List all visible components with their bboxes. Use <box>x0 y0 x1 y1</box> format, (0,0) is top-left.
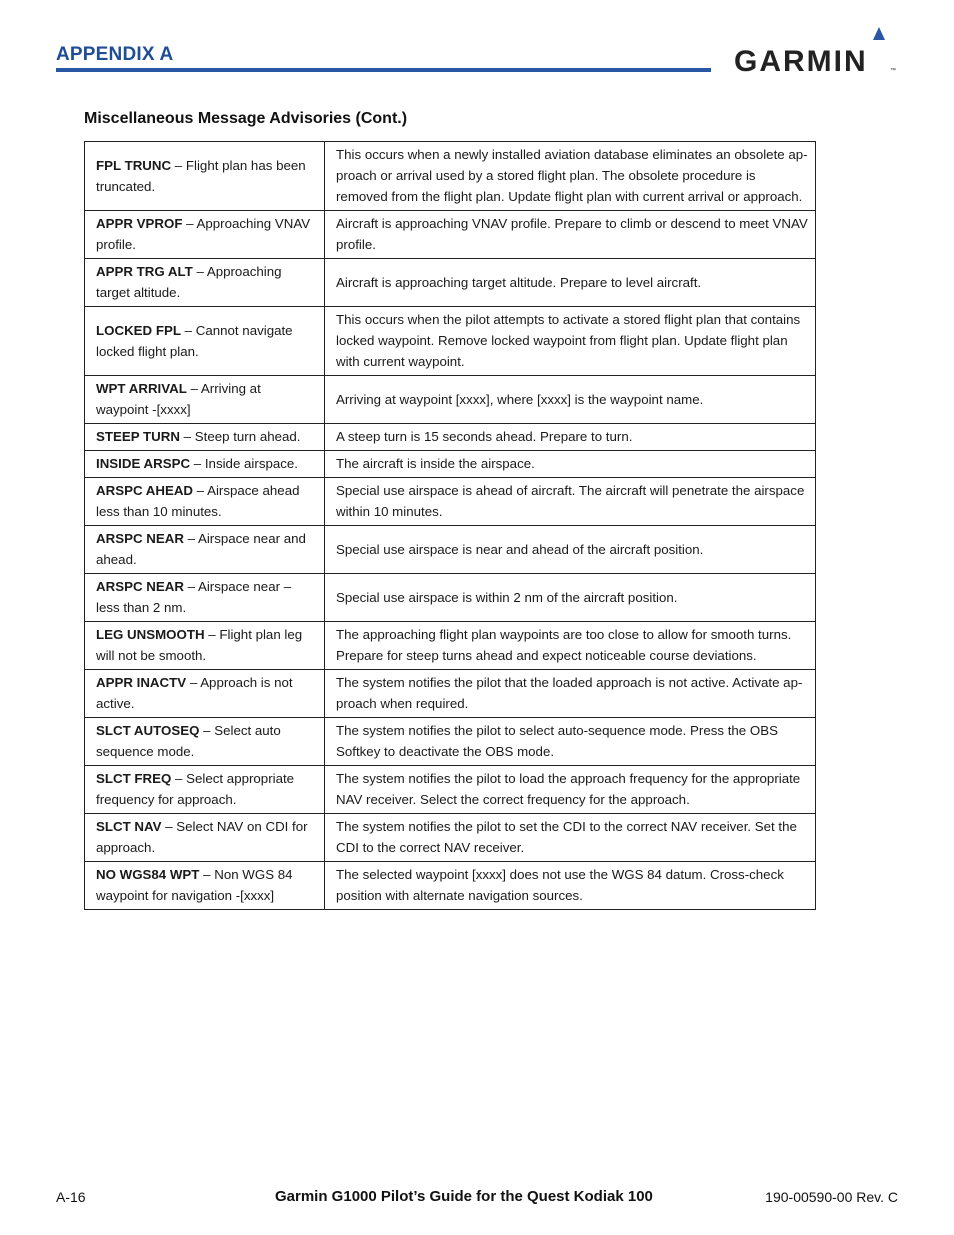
message-cell <box>85 307 325 376</box>
message-cell <box>85 478 325 526</box>
message-code: SLCT FREQ <box>96 771 172 786</box>
garmin-logo <box>734 26 898 76</box>
message-code: SLCT AUTOSEQ <box>96 723 200 738</box>
table-row <box>85 307 816 376</box>
message-cell <box>85 862 325 910</box>
description-cell: The system notifies the pilot that the loaded approach is not active. Activate ap-proach when required. <box>325 670 816 718</box>
message-label: – Flight plan has been truncated. <box>96 157 306 194</box>
message-code: ARSPC NEAR <box>96 531 184 546</box>
message-code: STEEP TURN <box>96 429 180 444</box>
message-code: ARSPC NEAR <box>96 579 184 594</box>
table-row <box>85 451 816 478</box>
message-cell <box>85 424 325 451</box>
table-row <box>85 478 816 526</box>
message-cell <box>85 259 325 307</box>
table-row <box>85 862 816 910</box>
message-code: APPR TRG ALT <box>96 264 193 279</box>
message-code: LOCKED FPL <box>96 322 181 338</box>
description-cell: The system notifies the pilot to load the approach frequency for the appropriate NAV receiver. Select the correct frequency for the approach. <box>325 766 816 814</box>
message-label: – Airspace near – less than 2 nm. <box>96 579 292 615</box>
message-cell <box>85 451 325 478</box>
table-row <box>85 766 816 814</box>
message-code: FPL TRUNC <box>96 157 172 173</box>
table-row <box>85 718 816 766</box>
description-cell: Aircraft is approaching target altitude. Prepare to level aircraft. <box>325 259 816 307</box>
message-label: – Airspace near and ahead. <box>96 531 306 567</box>
message-cell <box>85 574 325 622</box>
description-cell: Special use airspace is near and ahead of the aircraft position. <box>325 526 816 574</box>
description-cell: A steep turn is 15 seconds ahead. Prepare to turn. <box>325 424 816 451</box>
table-row <box>85 211 816 259</box>
message-label: – Non WGS 84 waypoint for navigation -[xxxx] <box>96 867 293 903</box>
message-cell <box>85 814 325 862</box>
message-code: INSIDE ARSPC <box>96 456 191 471</box>
description-cell: The system notifies the pilot to set the CDI to the correct NAV receiver. Set the CDI to the correct NAV receiver. <box>325 814 816 862</box>
message-advisories-table <box>84 141 816 910</box>
table-row <box>85 259 816 307</box>
description-cell: Special use airspace is within 2 nm of the aircraft position. <box>325 574 816 622</box>
message-code: NO WGS84 WPT <box>96 867 200 882</box>
page-number: A-16 <box>56 1189 86 1205</box>
message-cell <box>85 526 325 574</box>
document-title: Garmin G1000 Pilot’s Guide for the Quest Kodiak 100 <box>275 1188 653 1205</box>
description-cell: The aircraft is inside the airspace. <box>325 451 816 478</box>
message-cell <box>85 670 325 718</box>
message-label: – Select auto sequence mode. <box>96 723 281 759</box>
garmin-triangle-icon <box>873 27 885 40</box>
table-row <box>85 814 816 862</box>
message-cell <box>85 766 325 814</box>
message-label: – Select NAV on CDI for approach. <box>96 819 308 855</box>
garmin-logo-wordmark: GARMIN <box>734 45 868 76</box>
message-code: WPT ARRIVAL <box>96 381 187 396</box>
message-cell <box>85 718 325 766</box>
table-row <box>85 670 816 718</box>
message-cell <box>85 211 325 259</box>
description-cell: Arriving at waypoint [xxxx], where [xxxx] is the waypoint name. <box>325 376 816 424</box>
description-cell: Aircraft is approaching VNAV profile. Prepare to climb or descend to meet VNAV profile. <box>325 211 816 259</box>
message-label: – Inside airspace. <box>190 456 298 471</box>
message-label: – Select appropriate frequency for approach. <box>96 771 295 807</box>
table-row <box>85 526 816 574</box>
message-code: ARSPC AHEAD <box>96 483 194 498</box>
table-row <box>85 574 816 622</box>
description-cell: This occurs when a newly installed aviation database eliminates an obsolete ap-proach or arrival used by a stored flight plan. The obsolete procedure is removed from the flight plan. Update flight plan with current arrival or approach. <box>325 142 816 211</box>
document-number: 190-00590-00 Rev. C <box>765 1189 898 1205</box>
message-code: APPR INACTV <box>96 675 187 690</box>
message-label: – Flight plan leg will not be smooth. <box>96 627 303 663</box>
message-cell <box>85 622 325 670</box>
message-label: – Cannot navigate locked flight plan. <box>96 322 293 359</box>
description-cell: The system notifies the pilot to select auto-sequence mode. Press the OBS Softkey to deactivate the OBS mode. <box>325 718 816 766</box>
table-row <box>85 142 816 211</box>
message-label: – Steep turn ahead. <box>179 429 301 444</box>
table-row <box>85 376 816 424</box>
description-cell: This occurs when the pilot attempts to activate a stored flight plan that contains locked waypoint. Remove locked waypoint from flight plan. Update flight plan with current waypoint. <box>325 307 816 376</box>
description-cell: Special use airspace is ahead of aircraft. The aircraft will penetrate the airspace within 10 minutes. <box>325 478 816 526</box>
message-cell <box>85 142 325 211</box>
section-title: Miscellaneous Message Advisories (Cont.) <box>84 110 408 127</box>
appendix-heading: APPENDIX A <box>56 44 174 65</box>
message-label: – Arriving at waypoint -[xxxx] <box>96 381 261 417</box>
description-cell: The selected waypoint [xxxx] does not use the WGS 84 datum. Cross-check position with alternate navigation sources. <box>325 862 816 910</box>
message-code: APPR VPROF <box>96 216 183 231</box>
message-label: – Approach is not active. <box>96 675 293 711</box>
trademark-mark: ™ <box>890 68 896 74</box>
message-label: – Airspace ahead less than 10 minutes. <box>96 483 300 519</box>
message-code: LEG UNSMOOTH <box>96 627 205 642</box>
message-cell <box>85 376 325 424</box>
header-divider <box>56 68 711 72</box>
message-label: – Approaching target altitude. <box>96 264 282 300</box>
message-label: – Approaching VNAV profile. <box>96 216 311 252</box>
table-row <box>85 622 816 670</box>
description-cell: The approaching flight plan waypoints are too close to allow for smooth turns. Prepare for steep turns ahead and expect noticeable course deviations. <box>325 622 816 670</box>
table-row <box>85 424 816 451</box>
message-code: SLCT NAV <box>96 819 162 834</box>
